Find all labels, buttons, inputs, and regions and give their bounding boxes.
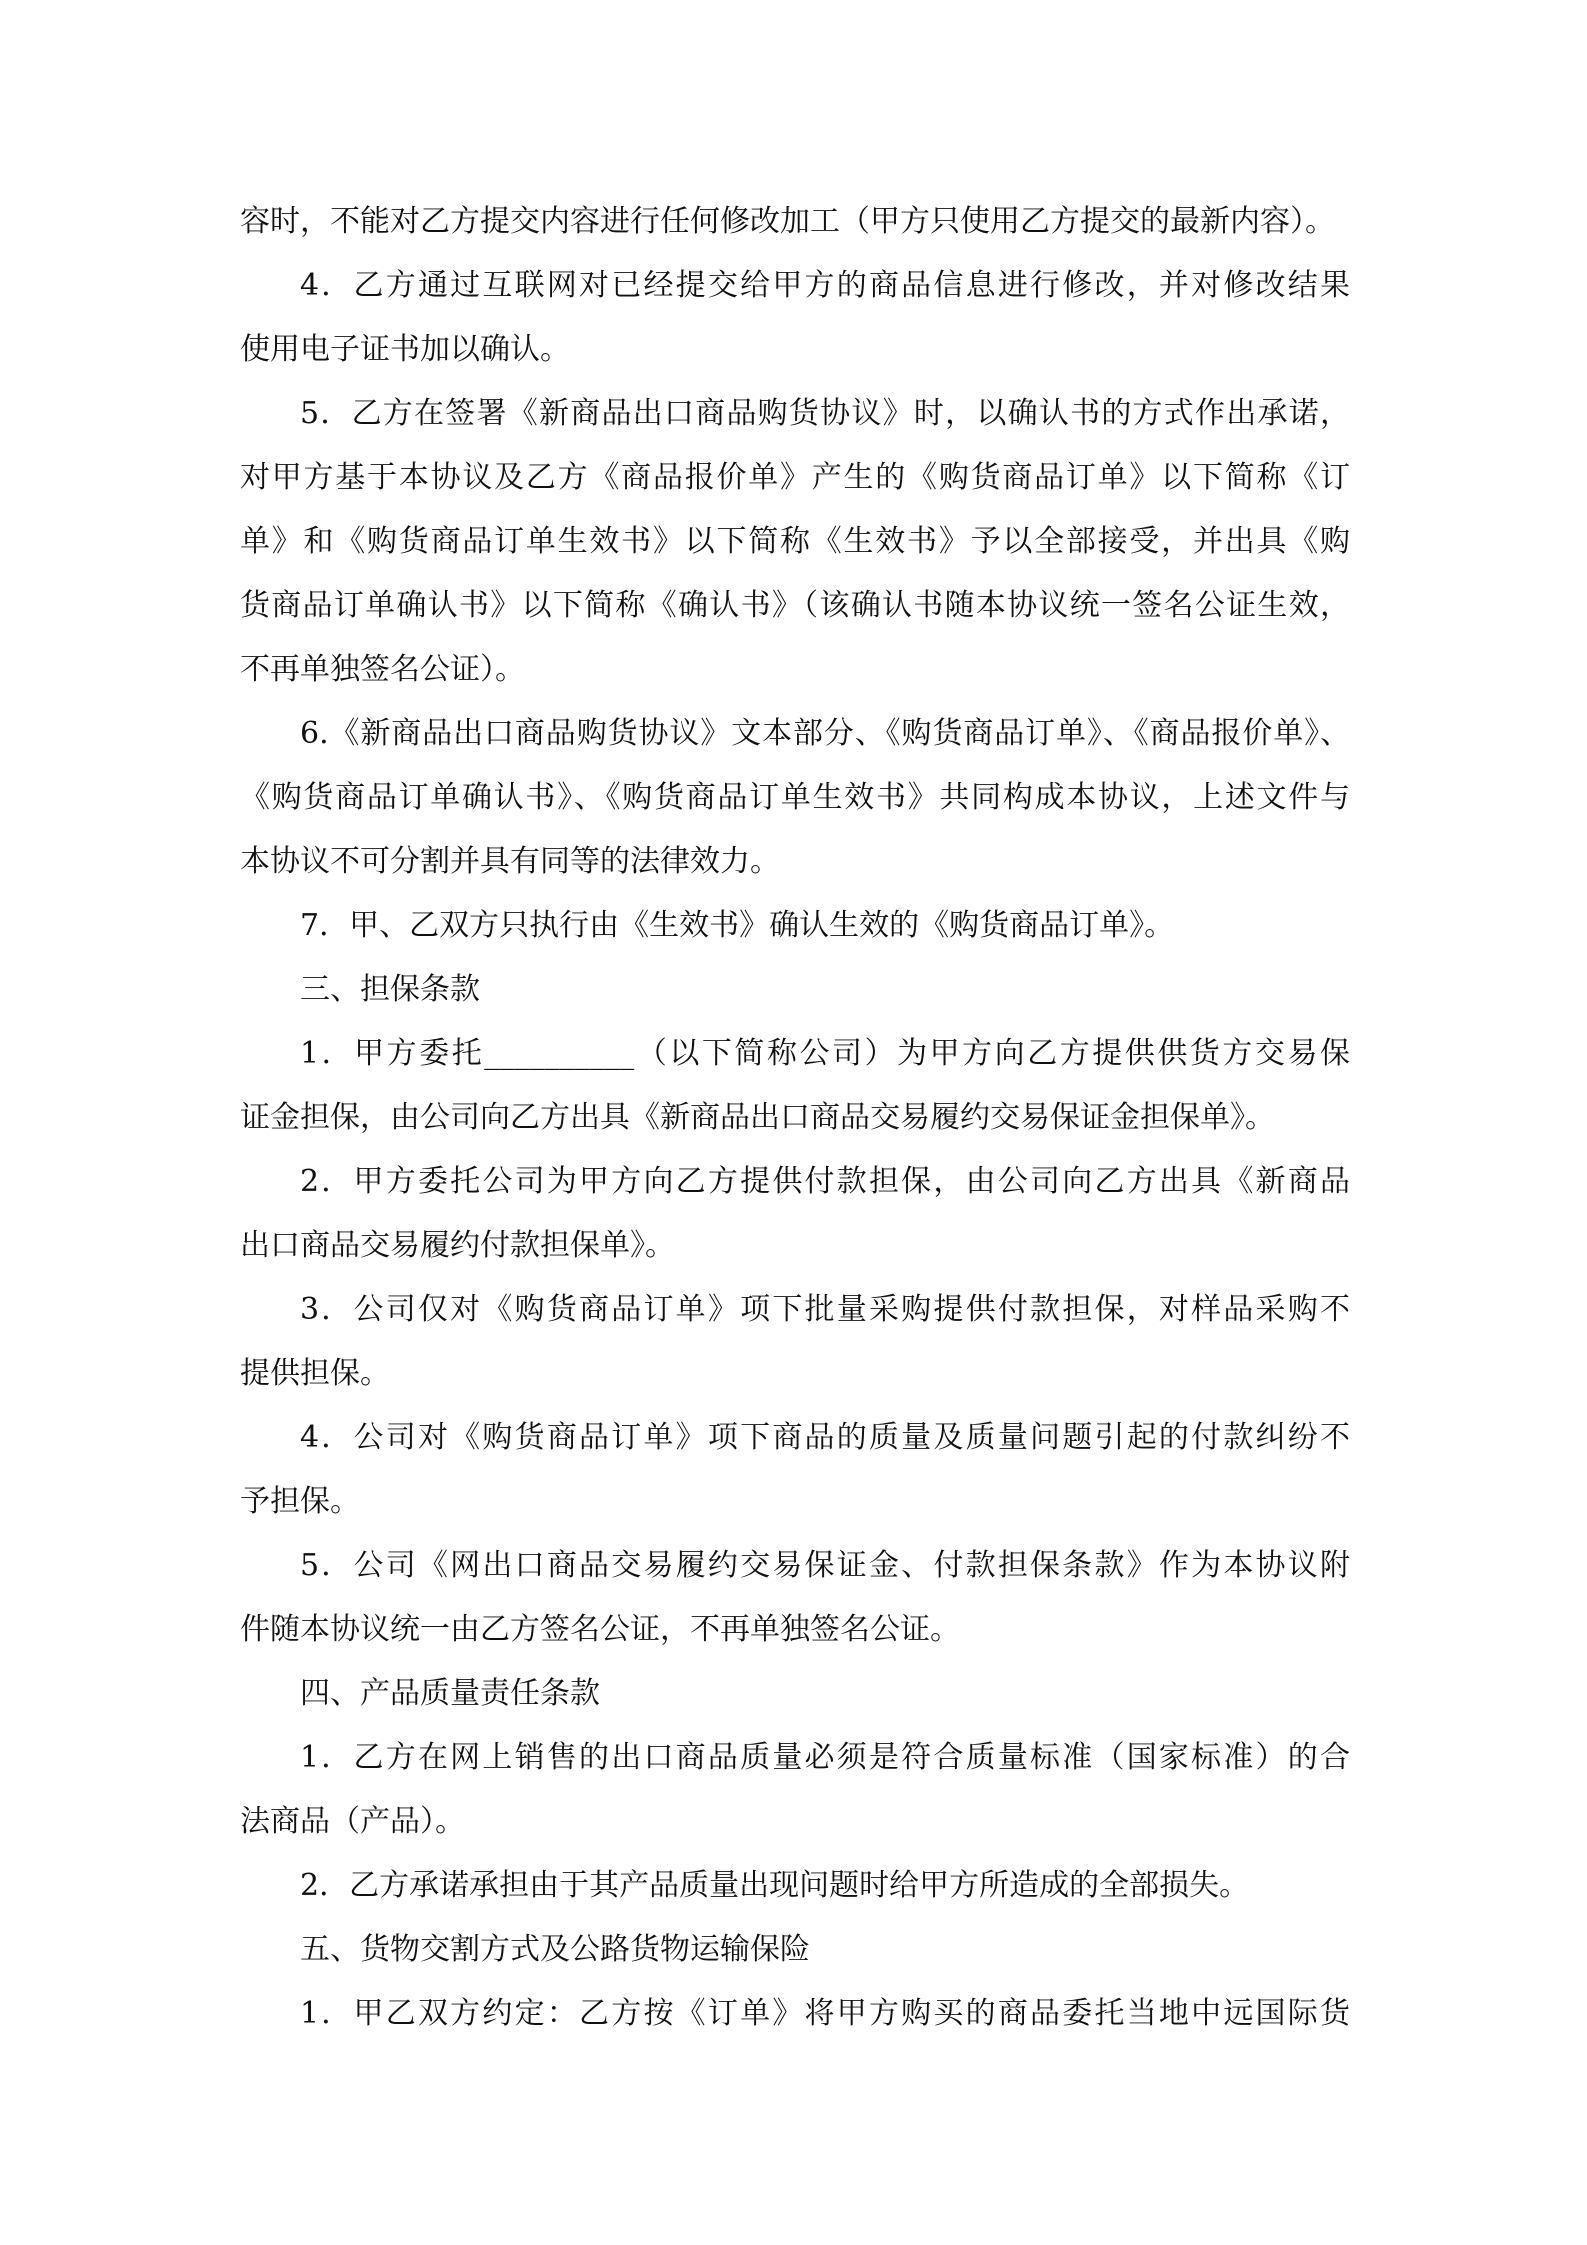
text-line: 1．乙方在网上销售的出口商品质量必须是符合质量标准（国家标准）的合 bbox=[300, 1740, 1350, 1775]
text-line: 2．甲方委托公司为甲方向乙方提供付款担保，由公司向乙方出具《新商品 bbox=[300, 1164, 1350, 1199]
text-line: 不再单独签名公证）。 bbox=[240, 652, 525, 687]
text-line: 本协议不可分割并具有同等的法律效力。 bbox=[240, 844, 780, 879]
text-line: 件随本协议统一由乙方签名公证，不再单独签名公证。 bbox=[240, 1612, 960, 1647]
text-line: 7．甲、乙双方只执行由《生效书》确认生效的《购货商品订单》。 bbox=[300, 908, 1175, 943]
text-line: 4．乙方通过互联网对已经提交给甲方的商品信息进行修改，并对修改结果 bbox=[300, 268, 1350, 303]
text-line: 《购货商品订单确认书》、《购货商品订单生效书》共同构成本协议，上述文件与 bbox=[240, 780, 1350, 815]
text-line: 容时，不能对乙方提交内容进行任何修改加工（甲方只使用乙方提交的最新内容）。 bbox=[240, 204, 1335, 239]
text-line: 证金担保，由公司向乙方出具《新商品出口商品交易履约交易保证金担保单》。 bbox=[240, 1100, 1275, 1135]
text-line: 2．乙方承诺承担由于其产品质量出现问题时给甲方所造成的全部损失。 bbox=[300, 1868, 1250, 1903]
text-line: 出口商品交易履约付款担保单》。 bbox=[240, 1228, 675, 1263]
text-line: 三、担保条款 bbox=[300, 972, 480, 1007]
text-line: 法商品（产品）。 bbox=[240, 1804, 465, 1839]
text-line: 3．公司仅对《购货商品订单》项下批量采购提供付款担保，对样品采购不 bbox=[300, 1292, 1350, 1327]
text-line: 5．公司《网出口商品交易履约交易保证金、付款担保条款》作为本协议附 bbox=[300, 1548, 1350, 1583]
text-line: 予担保。 bbox=[240, 1484, 360, 1519]
text-line: 4．公司对《购货商品订单》项下商品的质量及质量问题引起的付款纠纷不 bbox=[300, 1420, 1350, 1455]
text-line: 单》和《购货商品订单生效书》以下简称《生效书》予以全部接受，并出具《购 bbox=[240, 524, 1350, 559]
text-line: 四、产品质量责任条款 bbox=[300, 1676, 600, 1711]
text-line: 5．乙方在签署《新商品出口商品购货协议》时，以确认书的方式作出承诺， bbox=[300, 396, 1350, 431]
document-body bbox=[240, 190, 1350, 2046]
text-line: 使用电子证书加以确认。 bbox=[240, 332, 570, 367]
text-line: 货商品订单确认书》以下简称《确认书》（该确认书随本协议统一签名公证生效， bbox=[240, 588, 1350, 623]
text-line: 1．甲乙双方约定：乙方按《订单》将甲方购买的商品委托当地中远国际货 bbox=[300, 1996, 1350, 2031]
text-line: 五、货物交割方式及公路货物运输保险 bbox=[300, 1932, 810, 1967]
text-line: 提供担保。 bbox=[240, 1356, 390, 1391]
text-line: 对甲方基于本协议及乙方《商品报价单》产生的《购货商品订单》以下简称《订 bbox=[240, 460, 1350, 495]
text-line: 6.《新商品出口商品购货协议》文本部分、《购货商品订单》、《商品报价单》、 bbox=[300, 716, 1350, 751]
text-line: 1．甲方委托__________（以下简称公司）为甲方向乙方提供供货方交易保 bbox=[300, 1036, 1350, 1071]
